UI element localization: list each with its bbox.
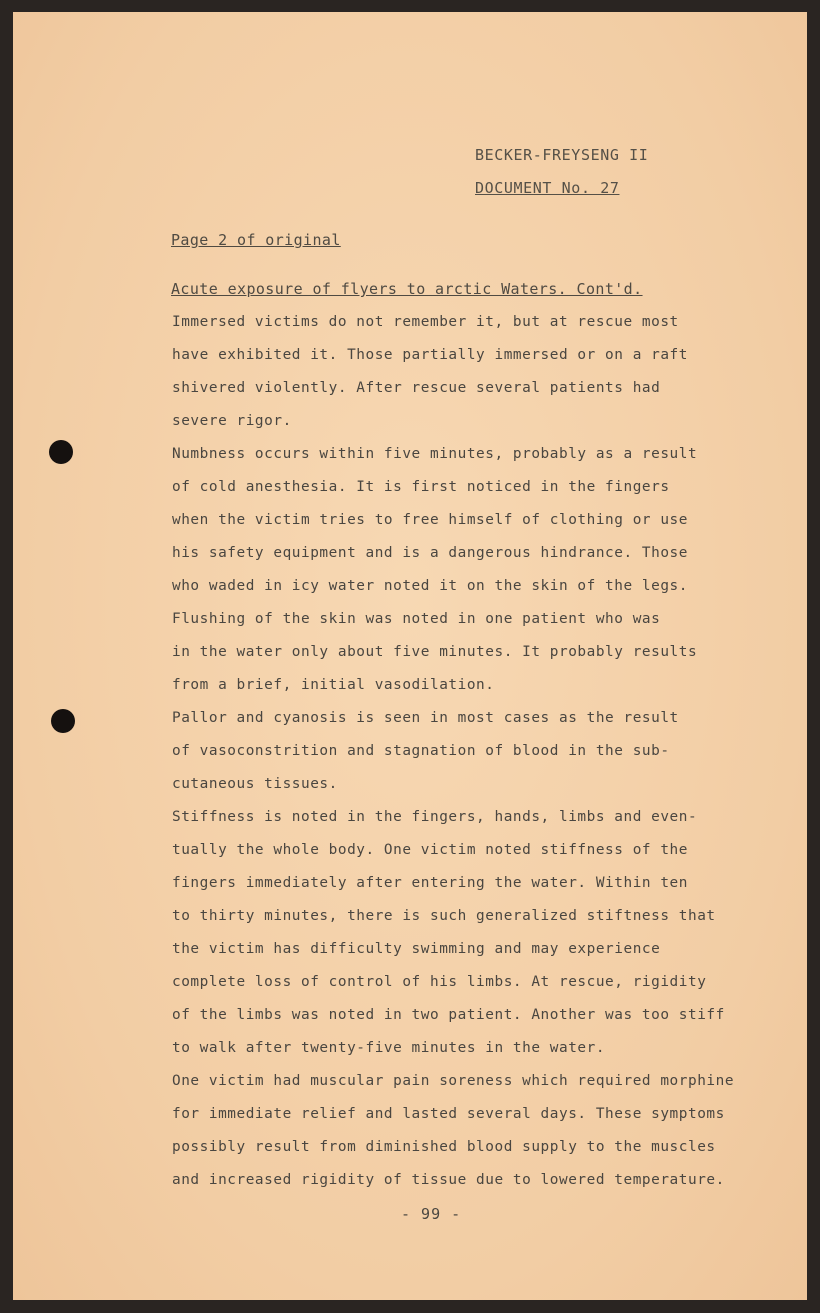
- text-line: who waded in icy water noted it on the skin of the legs.: [172, 578, 688, 594]
- punch-hole: [51, 709, 75, 733]
- text-line: and increased rigidity of tissue due to lowered temperature.: [172, 1172, 725, 1188]
- text-line: for immediate relief and lasted several days. These symptoms: [172, 1106, 725, 1122]
- punch-hole: [49, 440, 73, 464]
- text-line: One victim had muscular pain soreness which required morphine: [172, 1073, 735, 1089]
- page-reference: Page 2 of original: [171, 231, 341, 249]
- text-line: Immersed victims do not remember it, but at rescue most: [172, 314, 679, 330]
- text-line: to walk after twenty-five minutes in the water.: [172, 1040, 606, 1056]
- text-line: Pallor and cyanosis is seen in most cases as the result: [172, 710, 679, 726]
- text-line: shivered violently. After rescue several patients had: [172, 380, 661, 396]
- text-line: of cold anesthesia. It is first noticed in the fingers: [172, 479, 670, 495]
- text-line: the victim has difficulty swimming and may experience: [172, 941, 661, 957]
- text-line: cutaneous tissues.: [172, 776, 338, 792]
- body-text: [172, 312, 797, 1203]
- text-line: his safety equipment and is a dangerous hindrance. Those: [172, 545, 688, 561]
- text-line: Flushing of the skin was noted in one patient who was: [172, 611, 661, 627]
- document-series: BECKER-FREYSENG II: [475, 146, 649, 164]
- page-number: - 99 -: [401, 1205, 462, 1223]
- text-line: when the victim tries to free himself of clothing or use: [172, 512, 688, 528]
- text-line: Stiffness is noted in the fingers, hands, limbs and even-: [172, 809, 698, 825]
- text-line: possibly result from diminished blood supply to the muscles: [172, 1139, 716, 1155]
- text-line: Numbness occurs within five minutes, probably as a result: [172, 446, 698, 462]
- text-line: severe rigor.: [172, 413, 292, 429]
- text-line: in the water only about five minutes. It probably results: [172, 644, 698, 660]
- document-page: [13, 12, 807, 1300]
- text-line: to thirty minutes, there is such generalized stiftness that: [172, 908, 716, 924]
- text-line: complete loss of control of his limbs. At rescue, rigidity: [172, 974, 707, 990]
- text-line: of the limbs was noted in two patient. Another was too stiff: [172, 1007, 725, 1023]
- section-title: Acute exposure of flyers to arctic Waters. Cont'd.: [171, 280, 643, 298]
- text-line: tually the whole body. One victim noted stiffness of the: [172, 842, 688, 858]
- document-number: DOCUMENT No. 27: [475, 179, 620, 197]
- text-line: of vasoconstrition and stagnation of blood in the sub-: [172, 743, 670, 759]
- text-line: fingers immediately after entering the water. Within ten: [172, 875, 688, 891]
- text-line: from a brief, initial vasodilation.: [172, 677, 495, 693]
- text-line: have exhibited it. Those partially immersed or on a raft: [172, 347, 688, 363]
